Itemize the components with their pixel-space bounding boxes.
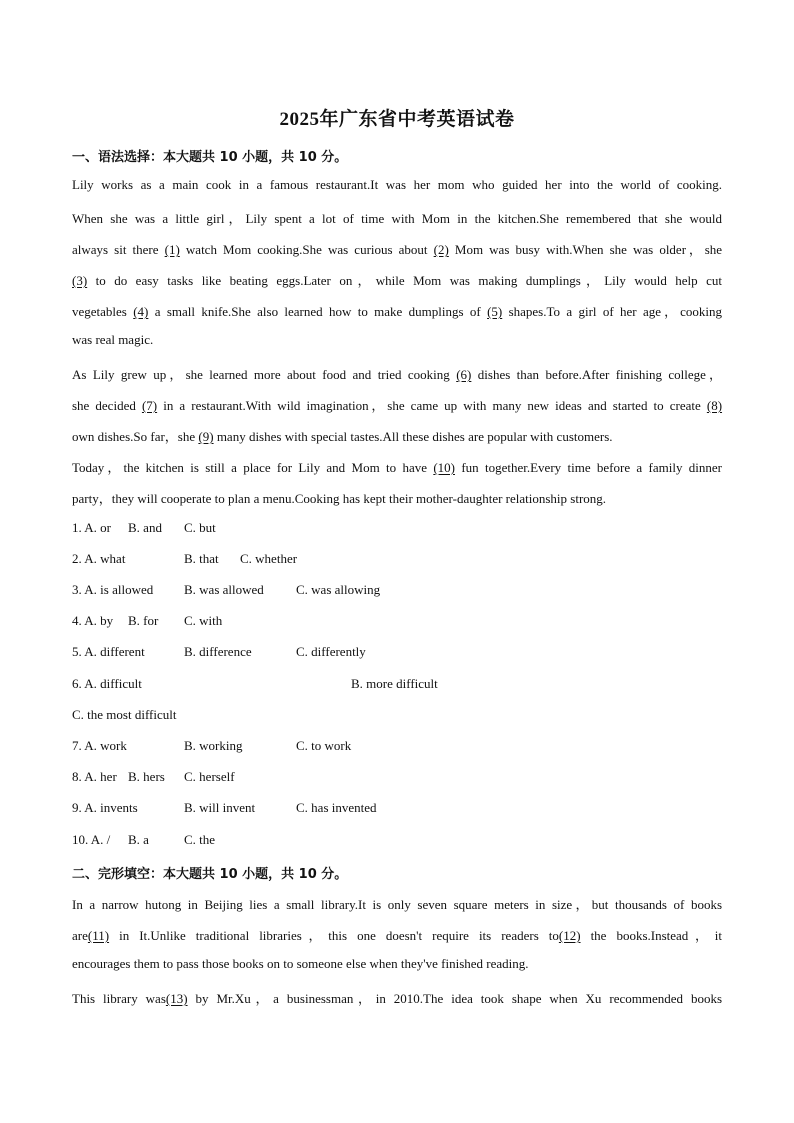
option-3b[interactable]: B. was allowed xyxy=(184,582,264,597)
blank-5: (5) xyxy=(487,304,503,319)
section-heading-cloze: 二、完形填空：本大题共 10 小题，共 10 分。 xyxy=(72,867,348,882)
blank-1: (1) xyxy=(164,242,180,257)
blank-3: (3) xyxy=(72,273,88,288)
option-3a[interactable]: 3. A. is allowed xyxy=(72,582,154,597)
blank-7: (7) xyxy=(141,398,158,413)
blank-13: (13) xyxy=(165,991,188,1006)
passage1-line-1: Lily works as a main cook in a famous restaurant.It was her mom who guided her into the world of cooking. xyxy=(72,177,722,192)
page-title: 2025年广东省中考英语试卷 xyxy=(279,109,515,130)
option-5b[interactable]: B. difference xyxy=(184,644,252,659)
passage2-line-2: are(11) in It.Unlike traditional libraries，this one doesn't require its readers to(12) the books.Instead，it xyxy=(72,928,723,943)
option-4c[interactable]: C. with xyxy=(184,613,223,628)
option-10c[interactable]: C. the xyxy=(184,832,216,847)
blank-2: (2) xyxy=(433,242,449,257)
option-7c[interactable]: C. to work xyxy=(296,738,352,753)
option-7b[interactable]: B. working xyxy=(184,738,243,753)
blank-8: (8) xyxy=(706,398,723,413)
option-2c[interactable]: C. whether xyxy=(240,551,298,566)
option-6a[interactable]: 6. A. difficult xyxy=(72,676,142,691)
passage1-line-3: always sit there (1) watch Mom cooking.She was curious about (2) Mom was busy with.When she was older，she xyxy=(72,242,723,257)
passage1-line-10: Today，the kitchen is still a place for Lily and Mom to have (10) fun together.Every time before a family dinner xyxy=(72,460,723,475)
option-3c[interactable]: C. was allowing xyxy=(296,582,381,597)
option-10b[interactable]: B. a xyxy=(128,832,149,847)
passage1-line-6: was real magic. xyxy=(72,332,154,347)
blank-12: (12) xyxy=(558,928,581,943)
passage1-line-7: As Lily grew up，she learned more about food and tried cooking (6) dishes than before.After finishing college， xyxy=(72,367,723,382)
option-7a[interactable]: 7. A. work xyxy=(72,738,127,753)
option-4b[interactable]: B. for xyxy=(128,613,159,628)
blank-6: (6) xyxy=(456,367,472,382)
option-1b[interactable]: B. and xyxy=(128,520,162,535)
passage2-line-4: This library was(13) by Mr.Xu，a businessman，in 2010.The idea took shape when Xu recommended books xyxy=(72,991,723,1006)
blank-11: (11) xyxy=(87,928,110,943)
option-6b[interactable]: B. more difficult xyxy=(351,676,438,691)
option-2b[interactable]: B. that xyxy=(184,551,219,566)
passage1-line-9: own dishes.So far，she (9) many dishes with special tastes.All these dishes are popular with customers. xyxy=(72,429,613,444)
passage1-line-2: When she was a little girl，Lily spent a lot of time with Mom in the kitchen.She remembered that she would xyxy=(72,211,722,226)
option-6c[interactable]: C. the most difficult xyxy=(72,707,177,722)
passage1-line-8: she decided (7) in a restaurant.With wild imagination，she came up with many new ideas and started to create (8) xyxy=(72,398,723,413)
passage1-line-11: party，they will cooperate to plan a menu.Cooking has kept their mother-daughter relationship strong. xyxy=(72,491,607,506)
option-8a[interactable]: 8. A. her xyxy=(72,769,117,784)
passage2-line-1: In a narrow hutong in Beijing lies a small library.It is only seven square meters in size，but thousands of books xyxy=(72,897,722,912)
option-4a[interactable]: 4. A. by xyxy=(72,613,114,628)
section-heading-grammar: 一、语法选择：本大题共 10 小题，共 10 分。 xyxy=(72,150,348,165)
blank-4: (4) xyxy=(133,304,149,319)
blank-9: (9) xyxy=(198,429,214,444)
option-9c[interactable]: C. has invented xyxy=(296,800,377,815)
passage1-line-5: vegetables (4) a small knife.She also learned how to make dumplings of (5) shapes.To a girl of her age，cooking xyxy=(72,304,723,319)
option-5a[interactable]: 5. A. different xyxy=(72,644,145,659)
option-1a[interactable]: 1. A. or xyxy=(72,520,111,535)
option-2a[interactable]: 2. A. what xyxy=(72,551,126,566)
option-1c[interactable]: C. but xyxy=(184,520,216,535)
passage2-line-3: encourages them to pass those books on to someone else when they've finished reading. xyxy=(72,956,529,971)
blank-10: (10) xyxy=(433,460,455,475)
passage1-line-4: (3) to do easy tasks like beating eggs.Later on，while Mom was making dumplings，Lily would help cut xyxy=(72,273,723,288)
option-9b[interactable]: B. will invent xyxy=(184,800,256,815)
option-8c[interactable]: C. herself xyxy=(184,769,235,784)
option-10a[interactable]: 10. A. / xyxy=(72,832,111,847)
option-5c[interactable]: C. differently xyxy=(296,644,366,659)
option-9a[interactable]: 9. A. invents xyxy=(72,800,138,815)
option-8b[interactable]: B. hers xyxy=(128,769,165,784)
